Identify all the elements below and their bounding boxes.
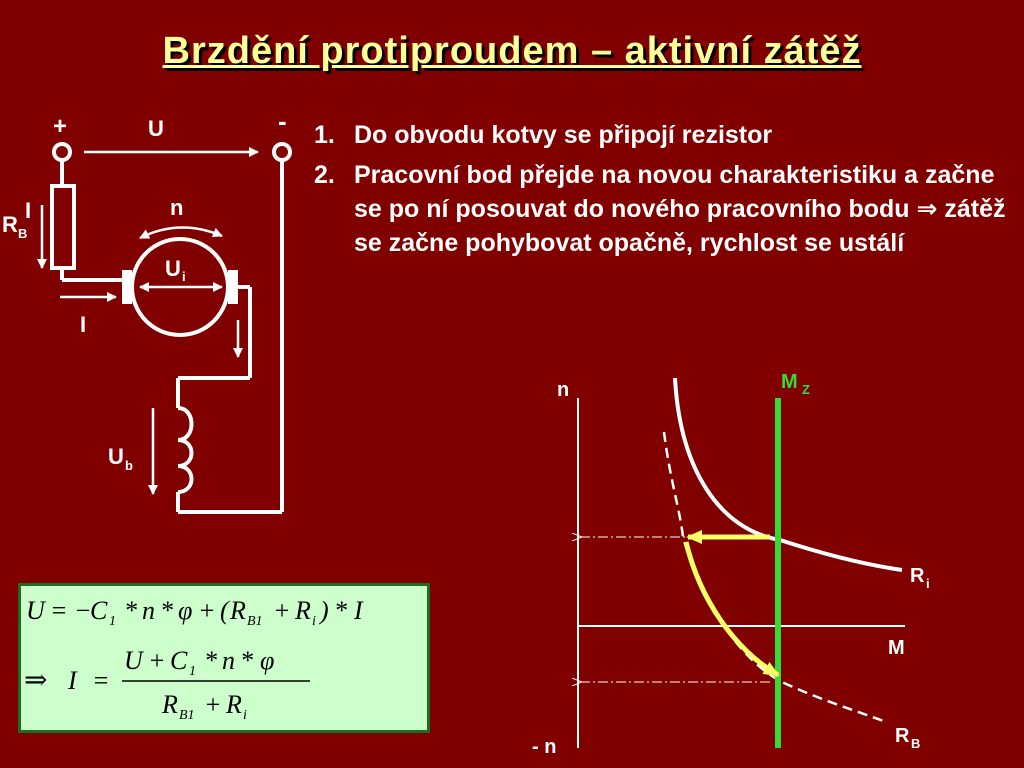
settling-arrow — [686, 542, 778, 675]
f1-U: U — [26, 596, 45, 625]
f1-RB: R — [230, 596, 246, 625]
rb-label: R — [2, 212, 18, 237]
speed-label: n — [170, 195, 184, 220]
f1-RB-sub: B1 — [247, 614, 263, 629]
f2-num-n: n — [222, 646, 235, 675]
f1-rp: ) — [320, 596, 329, 625]
f2-den-Ri-sub: i — [243, 708, 247, 723]
f2-num-U: U — [124, 646, 143, 675]
f1-star3: * — [334, 596, 347, 625]
step-text: Pracovní bod přejde na novou charakteristiku a začne se po ní posouvat do nového pracovního bodu ⇒ zátěž se začne pohybovat opačně, rychlost se ustálí — [354, 161, 1006, 257]
y-axis-bottom-label: - n — [532, 736, 557, 758]
rb-curve-sub-label: B — [911, 736, 921, 751]
f1-n: n — [142, 596, 155, 625]
current-label: I — [80, 312, 87, 337]
f1-star2: * — [160, 596, 173, 625]
f2-num-plus: + — [148, 646, 166, 675]
rb-current-label: I — [25, 198, 32, 223]
plus-label: + — [53, 113, 68, 140]
formula-box — [18, 583, 430, 733]
f2-den-Ri: R — [226, 690, 242, 719]
f1-plus: + — [198, 596, 216, 625]
page-title: Brzdění protiproudem – aktivní zátěž — [162, 30, 862, 72]
f2-num-C: C — [170, 646, 188, 675]
ub-sub-label: b — [125, 458, 133, 473]
f1-Ri: R — [295, 596, 311, 625]
f2-num-C-sub: 1 — [189, 664, 196, 679]
ui-sub-label: i — [182, 269, 186, 284]
formula-svg — [18, 583, 430, 733]
voltage-label: U — [148, 116, 164, 141]
f2-I: I — [68, 666, 77, 695]
ri-label: R — [910, 565, 925, 587]
f1-plus2: + — [273, 596, 291, 625]
ri-curve — [675, 378, 902, 570]
f1-Ri-sub: i — [312, 614, 316, 629]
step-number: 2. — [314, 161, 335, 189]
f1-I: I — [354, 596, 363, 625]
ui-label: U — [165, 256, 181, 281]
rb-sub-label: B — [18, 226, 28, 241]
mz-label: M — [781, 371, 798, 393]
f1-phi: φ — [178, 596, 193, 625]
f2-den-RB: R — [162, 690, 178, 719]
y-axis-top-label: n — [557, 379, 570, 401]
f2-num-phi: φ — [260, 646, 275, 675]
f1-lp: ( — [220, 596, 229, 625]
f2-num-star1: * — [204, 646, 217, 675]
f1-C: C — [90, 596, 108, 625]
step-text: Do obvodu kotvy se připojí rezistor — [354, 121, 773, 149]
ub-label: U — [108, 444, 124, 469]
f1-C-sub: 1 — [109, 614, 116, 629]
f2-eq: = — [92, 666, 110, 695]
f2-den-plus: + — [204, 690, 222, 719]
minus-label: - — [278, 106, 287, 136]
ri-sub-label: i — [926, 576, 930, 591]
m-axis-label: M — [888, 637, 905, 659]
f1-star1: * — [124, 596, 137, 625]
f1-eq: = — [50, 596, 68, 625]
mz-sub-label: Z — [802, 382, 810, 397]
rb-curve-label: R — [895, 725, 910, 747]
f1-minus: − — [74, 596, 92, 625]
f2-num-star2: * — [240, 646, 253, 675]
f2-implies: ⇒ — [24, 665, 48, 696]
step-number: 1. — [314, 121, 335, 149]
f2-den-RB-sub: B1 — [179, 708, 195, 723]
